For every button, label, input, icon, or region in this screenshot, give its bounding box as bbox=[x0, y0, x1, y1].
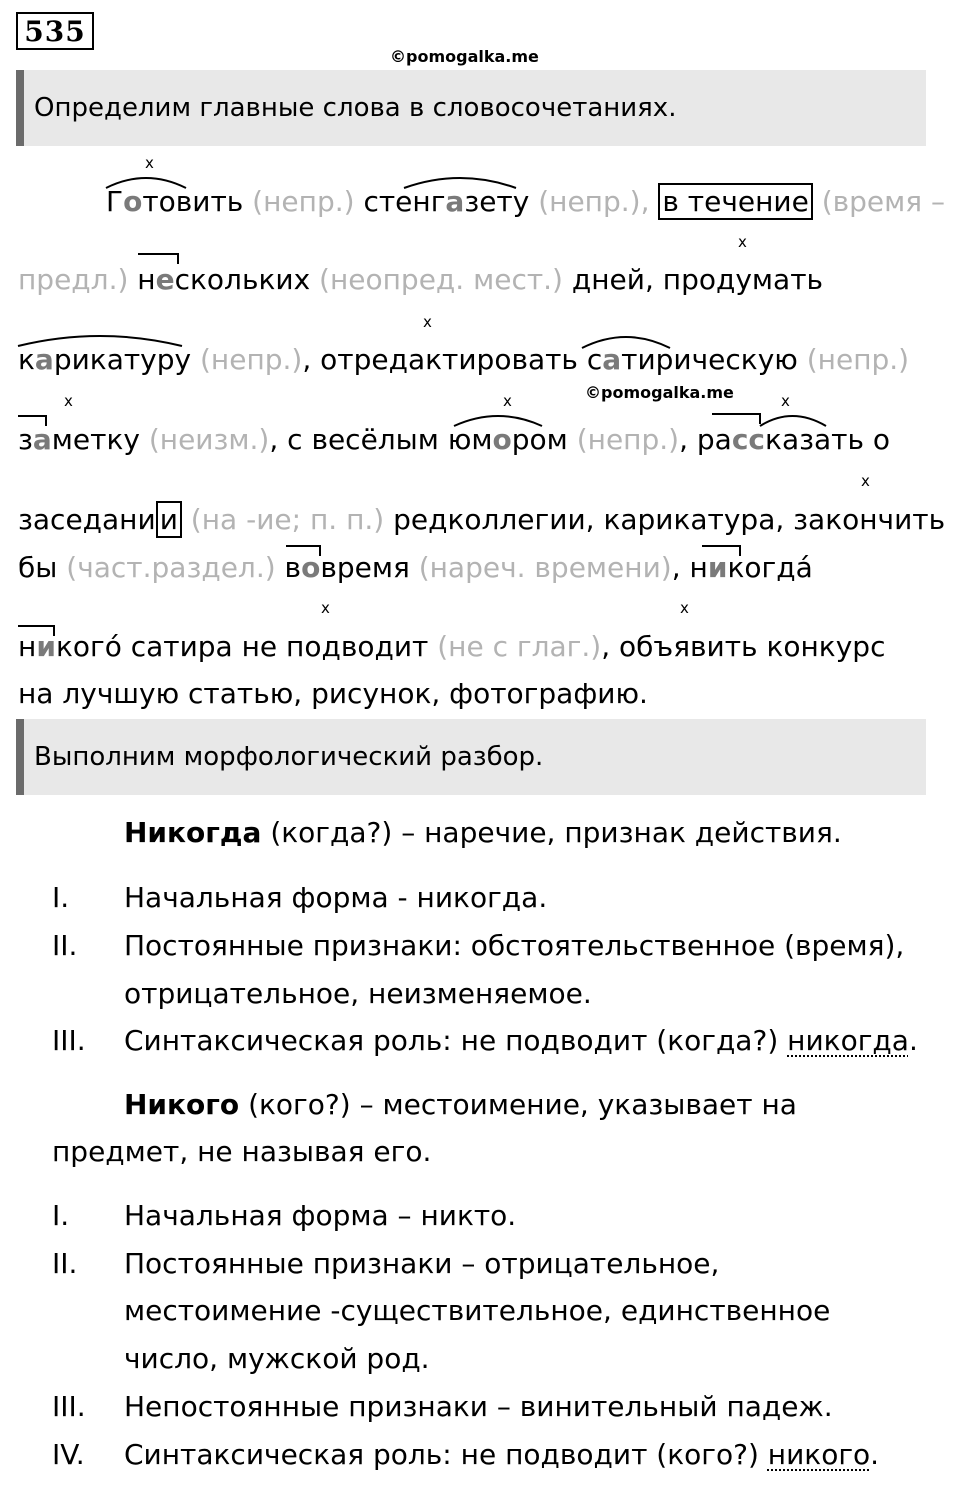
stress-mark: х bbox=[321, 599, 330, 617]
stress-mark: х bbox=[680, 599, 689, 617]
stress-mark: х bbox=[423, 313, 432, 331]
stress-mark: х bbox=[64, 392, 73, 410]
list-item: Синтаксическая роль: не подводит (когда?) никогда. bbox=[124, 1024, 918, 1057]
text-line-4: заметку (неизм.), с весёлым юмором (непр.), рассказать о bbox=[18, 423, 890, 456]
text-line-2: предл.) нескольких (неопред. мест.) дней, продумать bbox=[18, 263, 823, 296]
list-number: II. bbox=[52, 1247, 78, 1280]
heading-morph-analysis: Выполним морфологический разбор. bbox=[16, 719, 926, 795]
heading-main-words: Определим главные слова в словосочетаниях. bbox=[16, 70, 926, 146]
list-item-continuation: отрицательное, неизменяемое. bbox=[124, 977, 592, 1010]
list-item-continuation: местоимение -существительное, единственное bbox=[124, 1294, 831, 1327]
stress-mark: х bbox=[781, 392, 790, 410]
text-line-5: заседани и (на -ие; п. п.) редколлегии, карикатура, закончить bbox=[18, 503, 946, 536]
stress-mark: х bbox=[861, 472, 870, 490]
text-line-6: бы (част.раздел.) вовремя (нареч. времени), никогда́ bbox=[18, 551, 813, 584]
task-number: 535 bbox=[16, 12, 94, 50]
ending-box: и bbox=[156, 501, 182, 538]
list-number: IV. bbox=[52, 1438, 85, 1471]
list-number: III. bbox=[52, 1390, 86, 1423]
text-line-3: карикатуру (непр.), отредактировать сатирическую (непр.) bbox=[18, 343, 910, 376]
text-line-1: Готовить (непр.) стенгазету (непр.), в течение (время – bbox=[106, 185, 946, 218]
list-item: Начальная форма – никто. bbox=[124, 1199, 517, 1232]
list-item: Непостоянные признаки – винительный падеж. bbox=[124, 1390, 833, 1423]
list-number: I. bbox=[52, 1199, 70, 1232]
preposition-box: в течение bbox=[658, 183, 812, 220]
text-line-7: никого́ сатира не подводит (не с глаг.), объявить конкурс bbox=[18, 630, 886, 663]
text-line-8: на лучшую статью, рисунок, фотографию. bbox=[18, 677, 648, 710]
list-item: Постоянные признаки: обстоятельственное (время), bbox=[124, 929, 905, 962]
list-number: III. bbox=[52, 1024, 86, 1057]
watermark: ©pomogalka.me bbox=[585, 383, 734, 402]
stress-mark: х bbox=[503, 392, 512, 410]
list-item: Начальная форма - никогда. bbox=[124, 881, 548, 914]
list-number: I. bbox=[52, 881, 70, 914]
list-item-continuation: число, мужской род. bbox=[124, 1342, 430, 1375]
analysis1-intro: Никогда (когда?) – наречие, признак действия. bbox=[124, 816, 842, 849]
analysis2-intro: Никого (кого?) – местоимение, указывает на bbox=[124, 1088, 797, 1121]
list-item: Синтаксическая роль: не подводит (кого?) никого. bbox=[124, 1438, 880, 1471]
stress-mark: х bbox=[145, 154, 154, 172]
list-number: II. bbox=[52, 929, 78, 962]
analysis2-intro-continuation: предмет, не называя его. bbox=[52, 1135, 432, 1168]
stress-mark: х bbox=[738, 233, 747, 251]
watermark: ©pomogalka.me bbox=[390, 47, 539, 66]
list-item: Постоянные признаки – отрицательное, bbox=[124, 1247, 720, 1280]
